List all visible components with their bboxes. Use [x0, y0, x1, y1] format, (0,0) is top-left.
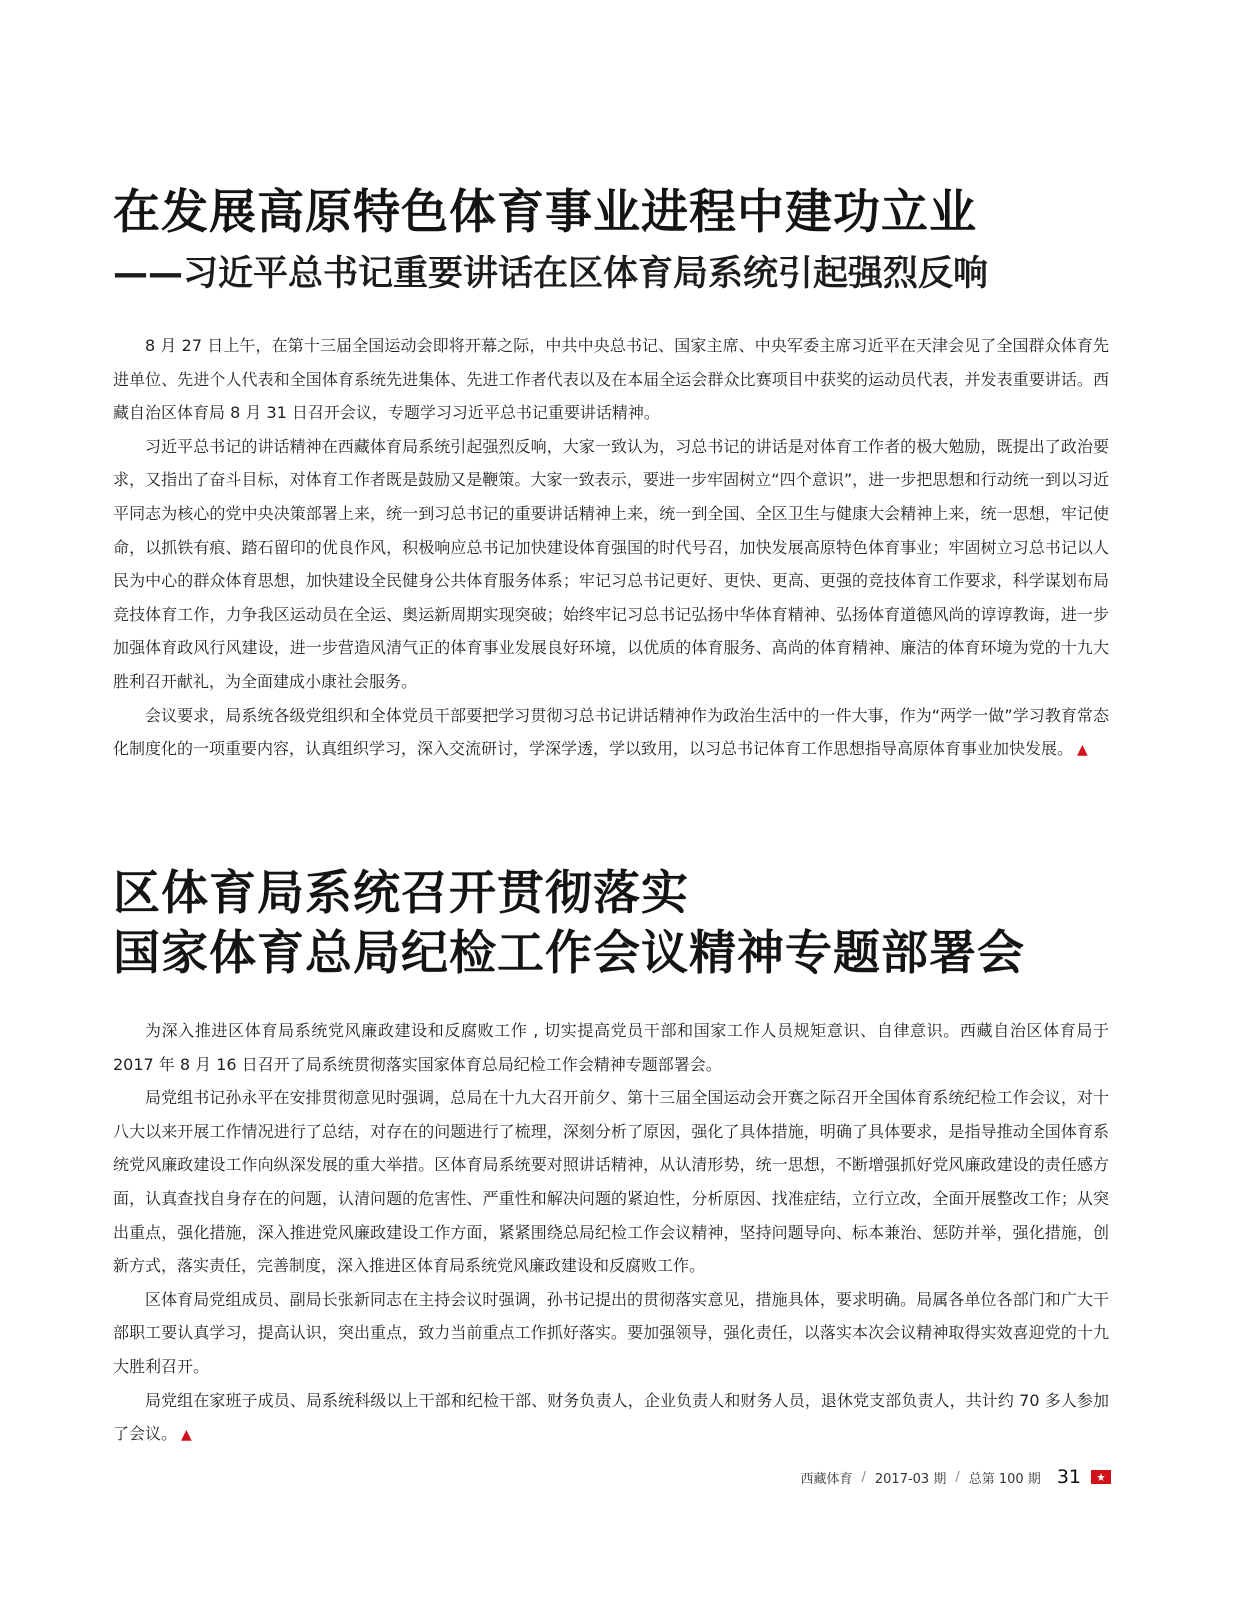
paragraph: 习近平总书记的讲话精神在西藏体育局系统引起强烈反响，大家一致认为，习总书记的讲话是对体育工作者的极大勉励，既提出了政治要求，又指出了奋斗目标，对体育工作者既是鼓励又是鞭策。大家一致表示，要进一步牢固树立“四个意识”，进一步把思想和行动统一到以习近平同志为核心的党中央决策部署上来，统一到习总书记的重要讲话精神上来，统一到全国、全区卫生与健康大会精神上来，统一思想，牢记使命，以抓铁有痕、踏石留印的优良作风，积极响应总书记加快建设体育强国的时代号召，加快发展高原特色体育事业；牢固树立习总书记以人民为中心的群众体育思想，加快建设全民健身公共体育服务体系；牢记习总书记更好、更快、更高、更强的竞技体育工作要求，科学谋划布局竞技体育工作，力争我区运动员在全运、奥运新周期实现突破；始终牢记习总书记弘扬中华体育精神、弘扬体育道德风尚的谆谆教诲，进一步加强体育政风行风建设，进一步营造风清气正的体育事业发展良好环境，以优质的体育服务、高尚的体育精神、廉洁的体育环境为党的十九大胜利召开献礼，为全面建成小康社会服务。	[113, 436, 1109, 691]
article-title-line-2: 国家体育总局纪检工作会议精神专题部署会	[113, 926, 1025, 981]
red-triangle-icon: ▲	[1077, 742, 1088, 759]
article-body	[113, 329, 1109, 768]
article-body	[113, 1014, 1109, 1453]
flag-icon	[1091, 1470, 1111, 1484]
red-triangle-icon: ▲	[181, 1427, 192, 1444]
magazine-name: 西藏体育	[800, 1471, 853, 1487]
footer-separator: /	[955, 1469, 960, 1485]
paragraph: 为深入推进区体育局系统党风廉政建设和反腐败工作 , 切实提高党员干部和国家工作人员规矩意识、自律意识。西藏自治区体育局于 2017 年 8 月 16 日召开了局系统贯彻落实国家体育总局纪检工作会精神专题部署会。	[113, 1021, 1109, 1074]
issue-label: 2017-03 期	[874, 1471, 947, 1487]
paragraph	[113, 1384, 1109, 1453]
article-subtitle: ——习近平总书记重要讲话在区体育局系统引起强烈反响	[113, 254, 989, 294]
footer-separator: /	[861, 1469, 866, 1485]
paragraph: 区体育局党组成员、副局长张新同志在主持会议时强调，孙书记提出的贯彻落实意见，措施具体，要求明确。局属各单位各部门和广大干部职工要认真学习，提高认识，突出重点，致力当前重点工作抓好落实。要加强领导，强化责任，以落实本次会议精神取得实效喜迎党的十九大胜利召开。	[113, 1289, 1109, 1376]
page-footer	[800, 1466, 1111, 1488]
total-issue-label: 总第 100 期	[968, 1471, 1041, 1487]
paragraph	[113, 699, 1109, 768]
paragraph: 局党组书记孙永平在安排贯彻意见时强调，总局在十九大召开前夕、第十三届全国运动会开赛之际召开全国体育系统纪检工作会议，对十八大以来开展工作情况进行了总结，对存在的问题进行了梳理，深刻分析了原因，强化了具体措施，明确了具体要求，是指导推动全国体育系统党风廉政建设工作向纵深发展的重大举措。区体育局系统要对照讲话精神，从认清形势，统一思想，不断增强抓好党风廉政建设的责任感方面，认真查找自身存在的问题，认清问题的危害性、严重性和解决问题的紧迫性，分析原因、找准症结，立行立改，全面开展整改工作；从突出重点，强化措施，深入推进党风廉政建设工作方面，紧紧围绕总局纪检工作会议精神，坚持问题导向、标本兼治、惩防并举，强化措施，创新方式，落实责任，完善制度，深入推进区体育局系统党风廉政建设和反腐败工作。	[113, 1088, 1109, 1276]
page-number: 31	[1056, 1466, 1081, 1488]
paragraph: 8 月 27 日上午，在第十三届全国运动会即将开幕之际，中共中央总书记、国家主席、中央军委主席习近平在天津会见了全国群众体育先进单位、先进个人代表和全国体育系统先进集体、先进工作者代表以及在本届全运会群众比赛项目中获奖的运动员代表，并发表重要讲话。西藏自治区体育局 8 月 31 日召开会议，专题学习习近平总书记重要讲话精神。	[113, 336, 1109, 423]
article-sports-development	[113, 183, 1109, 768]
paragraph-text: 会议要求，局系统各级党组织和全体党员干部要把学习贯彻习总书记讲话精神作为政治生活中的一件大事，作为“两学一做”学习教育常态化制度化的一项重要内容，认真组织学习，深入交流研讨，学深学透，学以致用，以习总书记体育工作思想指导高原体育事业加快发展。	[113, 705, 1109, 759]
paragraph-text: 局党组在家班子成员、局系统科级以上干部和纪检干部、财务负责人，企业负责人和财务人员，退休党支部负责人，共计约 70 多人参加了会议。	[113, 1390, 1109, 1444]
article-title	[113, 864, 1109, 984]
article-discipline-meeting	[113, 864, 1109, 1453]
article-title: 在发展高原特色体育事业进程中建功立业	[113, 185, 977, 240]
article-title-line-1: 区体育局系统召开贯彻落实	[113, 866, 689, 921]
